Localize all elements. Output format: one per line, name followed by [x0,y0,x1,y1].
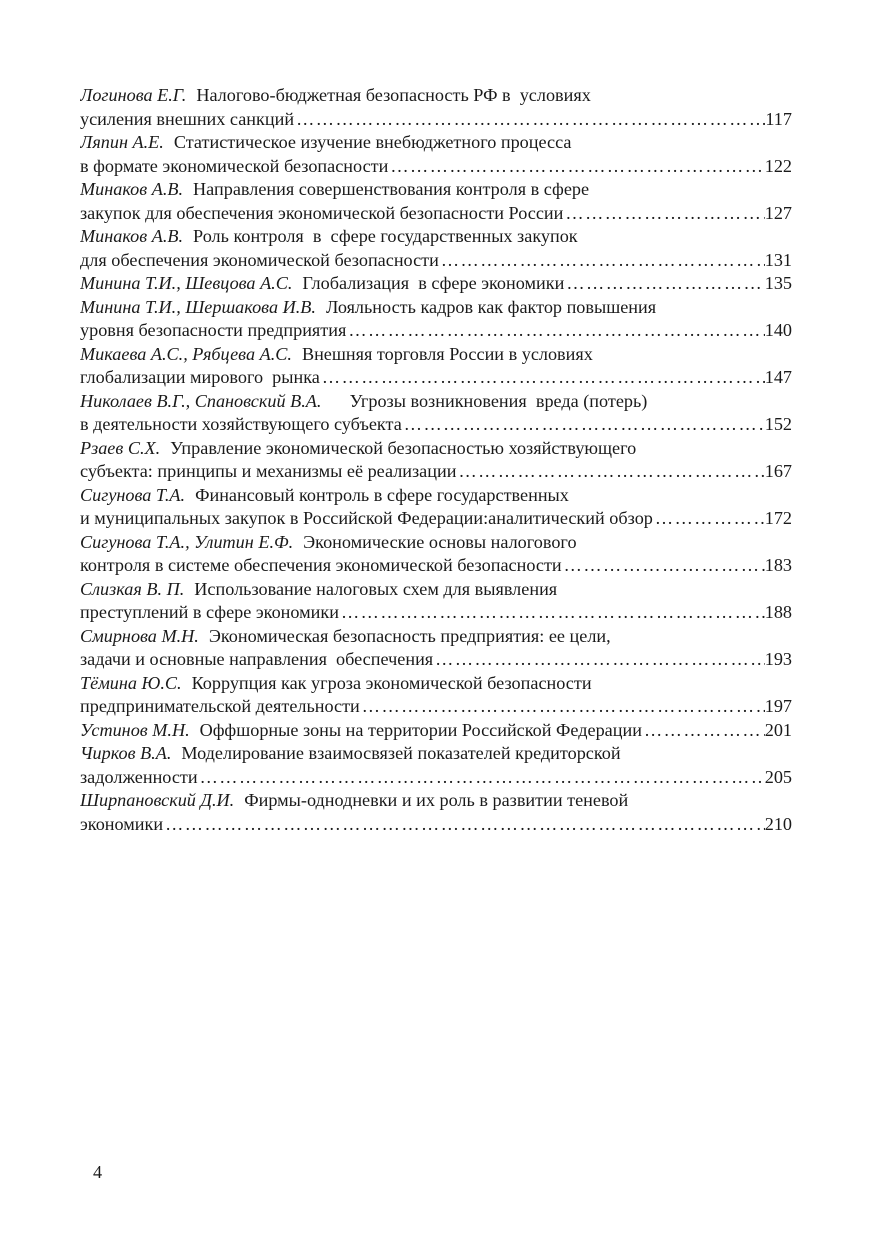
toc-page-number[interactable]: 197 [764,696,792,716]
toc-entry [80,296,792,343]
toc-title-end: в формате экономической безопасности [80,155,389,176]
toc-page-number[interactable]: 140 [764,320,792,340]
toc-page-number[interactable]: 188 [764,602,792,622]
dot-leader [294,108,765,132]
toc-title-end: задолженности [80,766,198,787]
toc-line [80,202,792,226]
toc-line [80,460,792,484]
toc-title-end: для обеспечения экономической безопасности [80,249,439,270]
toc-author: Сигунова Т.А., Улитин Е.Ф. [80,531,294,552]
toc-line [80,319,792,343]
toc-line [80,507,792,531]
toc-page-number[interactable]: 152 [764,414,792,434]
toc-title: Лояльность кадров как фактор повышения [325,296,657,317]
toc-page-number[interactable]: 122 [764,155,792,176]
toc-line [80,719,792,743]
dot-leader [564,272,764,296]
toc-line [80,343,792,367]
toc-author: Сигунова Т.А. [80,484,186,505]
toc-author: Тёмина Ю.С. [80,672,182,693]
toc-page-number[interactable]: 210 [764,813,792,834]
toc-entry [80,437,792,484]
toc-title-end: задачи и основные направления обеспечения [80,649,434,669]
toc-title: Экономическая безопасность предприятия: ее цели, [208,625,611,646]
toc-title: Коррупция как угроза экономической безопасности [191,672,592,693]
table-of-contents [80,84,792,836]
toc-author: Ширпановский Д.И. [80,790,235,810]
toc-author: Смирнова М.Н. [80,625,199,646]
toc-title: Финансовый контроль в сфере государственных [195,484,569,505]
dot-leader [320,366,765,390]
toc-title-end: контроля в системе обеспечения экономической безопасности [80,555,562,575]
toc-author: Чирков В.А. [80,743,172,763]
toc-line [80,625,792,649]
toc-entry [80,789,792,836]
dot-leader [456,460,764,484]
toc-author: Рзаев С.Х. [80,437,161,458]
toc-page-number[interactable]: 127 [764,202,792,223]
toc-line [80,648,792,672]
toc-title-end: Оффшорные зоны на территории Российской Федерации [199,719,642,740]
toc-title-end: уровня безопасности предприятия [80,320,347,340]
toc-page-number[interactable]: 147 [764,367,792,387]
toc-title: Угрозы возникновения вреда (потерь) [331,390,648,411]
toc-page-number[interactable]: 117 [765,108,792,129]
toc-title: Использование налоговых схем для выявления [194,578,558,599]
toc-line [80,225,792,249]
dot-leader [563,202,764,226]
toc-entry [80,131,792,178]
toc-title-end: в деятельности хозяйствующего субъекта [80,414,402,434]
toc-line [80,131,792,155]
toc-line [80,296,792,320]
toc-title-end: предпринимательской деятельности [80,696,360,716]
toc-entry [80,390,792,437]
toc-entry [80,484,792,531]
toc-title-end: Глобализация в сфере экономики [302,273,565,293]
toc-title: Экономические основы налогового [303,531,577,552]
toc-line [80,695,792,719]
toc-title-end: преступлений в сфере экономики [80,602,339,622]
toc-title-end: закупок для обеспечения экономической безопасности России [80,202,564,223]
toc-entry [80,272,792,296]
toc-entry [80,531,792,578]
dot-leader [439,249,765,273]
toc-page-number[interactable]: 193 [764,649,792,669]
toc-line [80,390,792,414]
toc-title: Направления совершенствования контроля в сфере [193,179,590,199]
toc-line [80,108,792,132]
toc-page-number[interactable]: 135 [764,273,792,293]
toc-line [80,742,792,766]
toc-line [80,249,792,273]
toc-line [80,484,792,508]
dot-leader [642,719,765,743]
dot-leader [402,413,765,437]
toc-line [80,672,792,696]
toc-line [80,578,792,602]
dot-leader [388,155,764,179]
toc-author: Слизкая В. П. [80,578,185,599]
toc-author: Минина Т.И., Шевцова А.С. [80,273,293,293]
toc-entry [80,225,792,272]
toc-line [80,813,792,837]
toc-title-end: усиления внешних санкций [80,108,295,129]
toc-entry [80,625,792,672]
dot-leader [653,507,765,531]
toc-title-end: и муниципальных закупок в Российской Федерации:аналитический обзор [80,508,653,528]
toc-line [80,84,792,108]
dot-leader [198,766,765,790]
toc-page-number[interactable]: 201 [764,719,792,740]
toc-author: Микаева А.С., Рябцева А.С. [80,343,292,364]
toc-line [80,272,792,296]
toc-entry [80,84,792,131]
dot-leader [360,695,765,719]
toc-title: Управление экономической безопасностью хозяйствующего [170,437,637,458]
dot-leader [339,601,765,625]
toc-title: Статистическое изучение внебюджетного процесса [173,132,572,152]
toc-line [80,413,792,437]
toc-page-number[interactable]: 183 [764,555,792,575]
toc-line [80,601,792,625]
toc-title-end: глобализации мирового рынка [80,367,320,387]
toc-line [80,178,792,202]
toc-page-number[interactable]: 172 [764,508,792,528]
toc-page-number[interactable]: 131 [764,249,792,270]
toc-line [80,554,792,578]
toc-title-end: субъекта: принципы и механизмы её реализации [80,461,457,481]
toc-line [80,437,792,461]
toc-author: Минаков А.В. [80,226,184,246]
toc-line [80,766,792,790]
toc-line [80,789,792,813]
toc-author: Николаев В.Г., Спановский В.А. [80,390,322,411]
toc-author: Ляпин А.Е. [80,132,164,152]
toc-author: Устинов М.Н. [80,719,190,740]
toc-title: Моделирование взаимосвязей показателей кредиторской [181,743,621,763]
page-number: 4 [93,1162,103,1182]
toc-line [80,366,792,390]
toc-author: Логинова Е.Г. [80,85,187,105]
toc-entry [80,742,792,789]
toc-entry [80,719,792,743]
toc-title: Роль контроля в сфере государственных закупок [193,226,578,246]
toc-author: Минаков А.В. [80,179,184,199]
dot-leader [346,319,764,343]
toc-author: Минина Т.И., Шершакова И.В. [80,296,316,317]
toc-title-end: экономики [80,813,164,834]
toc-title: Фирмы-однодневки и их роль в развитии теневой [244,790,629,810]
dot-leader [433,648,765,672]
toc-page-number[interactable]: 167 [764,461,792,481]
dot-leader [163,813,765,837]
toc-title: Налогово-бюджетная безопасность РФ в условиях [196,85,591,105]
toc-line [80,531,792,555]
toc-page-number[interactable]: 205 [764,766,792,787]
toc-entry [80,178,792,225]
toc-line [80,155,792,179]
toc-entry [80,672,792,719]
toc-entry [80,578,792,625]
toc-title: Внешняя торговля России в условиях [301,343,593,364]
toc-entry [80,343,792,390]
dot-leader [562,554,765,578]
